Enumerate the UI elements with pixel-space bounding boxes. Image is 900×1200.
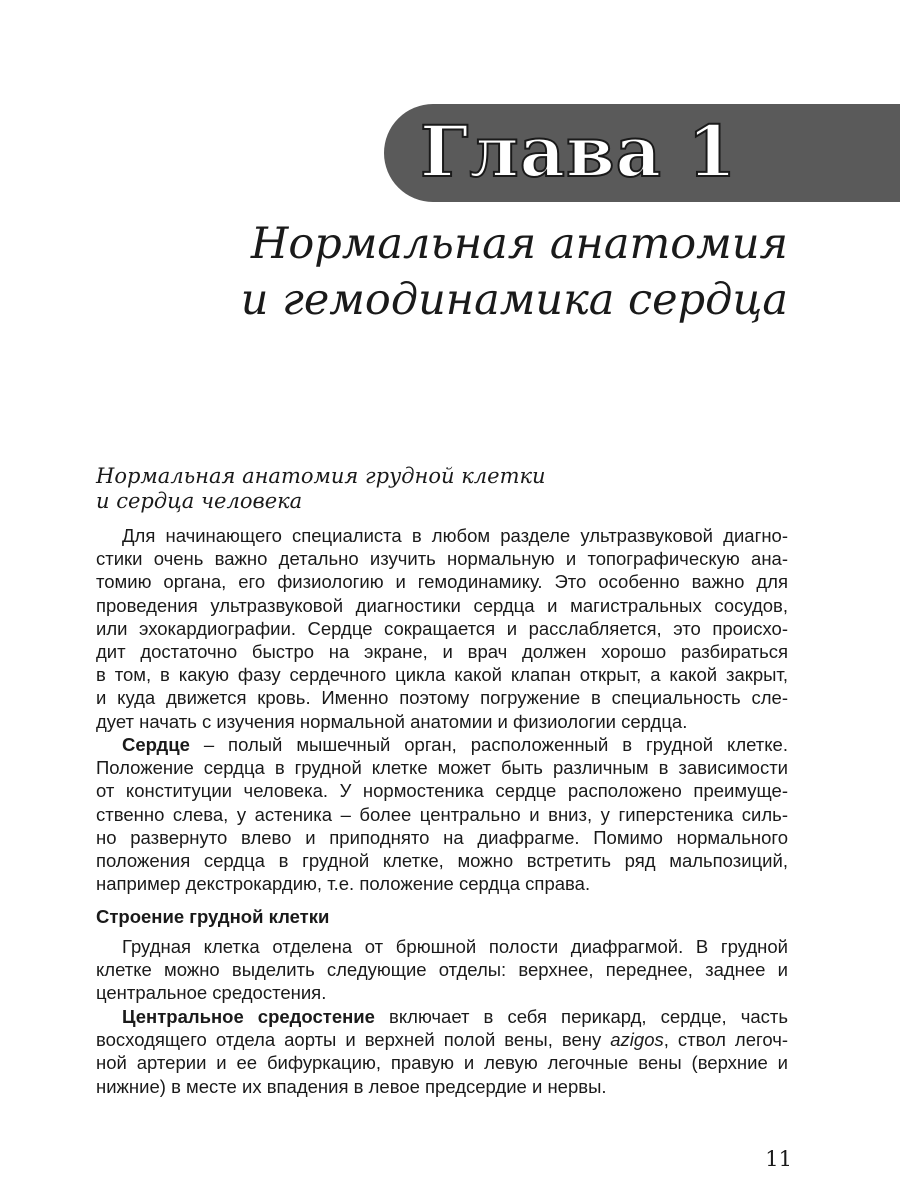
chapter-label: Глава 1 xyxy=(420,110,738,193)
text-line: томию органа, его физиологию и гемодинамику. Это особенно важно для xyxy=(96,571,788,593)
term-central-mediastinum: Центральное средостение xyxy=(122,1006,375,1027)
text-line: положения сердца в грудной клетке, можно встретить ряд мальпозиций, xyxy=(96,850,788,872)
text-line: но развернуто влево и приподнято на диафрагме. Помимо нормального xyxy=(96,826,788,848)
text-line: Для начинающего специалиста в любом разделе ультразвуковой диагно- xyxy=(122,525,788,546)
text-line: или эхокардиографии. Сердце сокращается и расслабляется, это происхо- xyxy=(96,617,788,639)
text-line: Положение сердца в грудной клетке может быть различным в зависимости xyxy=(96,757,788,779)
text-line: проведения ультразвуковой диагностики сердца и магистральных сосудов, xyxy=(96,594,788,616)
text-line: ной артерии и ее бифуркацию, правую и левую легочные вены (верхние и xyxy=(96,1052,788,1074)
text-line: нижние) в месте их впадения в левое предсердие и нервы. xyxy=(96,1075,607,1097)
chapter-title-line: и гемодинамика сердца xyxy=(240,275,788,325)
text-line xyxy=(96,1005,788,1028)
paragraph-intro xyxy=(96,524,788,733)
text-line: от конституции человека. У нормостеника сердце расположено преимуще- xyxy=(96,780,788,802)
text-line: центральное средостения. xyxy=(96,982,327,1004)
paragraph-heart xyxy=(96,733,788,895)
section-heading-line: Нормальная анатомия грудной клетки xyxy=(96,464,546,488)
term-heart: Сердце xyxy=(122,734,190,755)
section-heading-line: и сердца человека xyxy=(96,489,303,513)
text-fragment: , ствол легоч- xyxy=(663,1029,789,1051)
section-heading xyxy=(96,464,546,514)
text-fragment: восходящего отдела аорты и верхней полой вены, вену xyxy=(96,1029,611,1051)
paragraph-mediastinum xyxy=(96,1005,788,1098)
text-line xyxy=(96,733,788,756)
page-number: 11 xyxy=(765,1147,792,1171)
text-fragment: включает в себя перикард, сердце, часть xyxy=(374,1006,788,1027)
text-fragment: – полый мышечный орган, расположенный в грудной клетке. xyxy=(189,734,788,755)
text-line: и куда движется кровь. Именно поэтому погружение в специальность сле- xyxy=(96,687,788,709)
chapter-title xyxy=(241,216,788,328)
text-line: ственно слева, у астеника – более центрально и вниз, у гиперстеника силь- xyxy=(96,803,788,825)
chapter-title-line: Нормальная анатомия xyxy=(250,219,788,269)
text-line: стики очень важно детально изучить нормальную и топографическую ана- xyxy=(96,548,788,570)
text-line: в том, в какую фазу сердечного цикла какой клапан открыт, а какой закрыт, xyxy=(96,664,788,686)
subsection-heading: Строение грудной клетки xyxy=(96,906,330,927)
text-line: Грудная клетка отделена от брюшной полости диафрагмой. В грудной xyxy=(122,936,788,957)
text-line: дует начать с изучения нормальной анатомии и физиологии сердца. xyxy=(96,710,688,732)
text-line: например декстрокардию, т.е. положение сердца справа. xyxy=(96,873,591,895)
term-azigos: azigos xyxy=(610,1029,664,1051)
text-line xyxy=(96,1028,788,1051)
paragraph-chest xyxy=(96,935,788,1005)
text-line: клетке можно выделить следующие отделы: верхнее, переднее, заднее и xyxy=(96,959,788,981)
text-line: дит достаточно быстро на экране, и врач должен хорошо разбираться xyxy=(96,641,788,663)
